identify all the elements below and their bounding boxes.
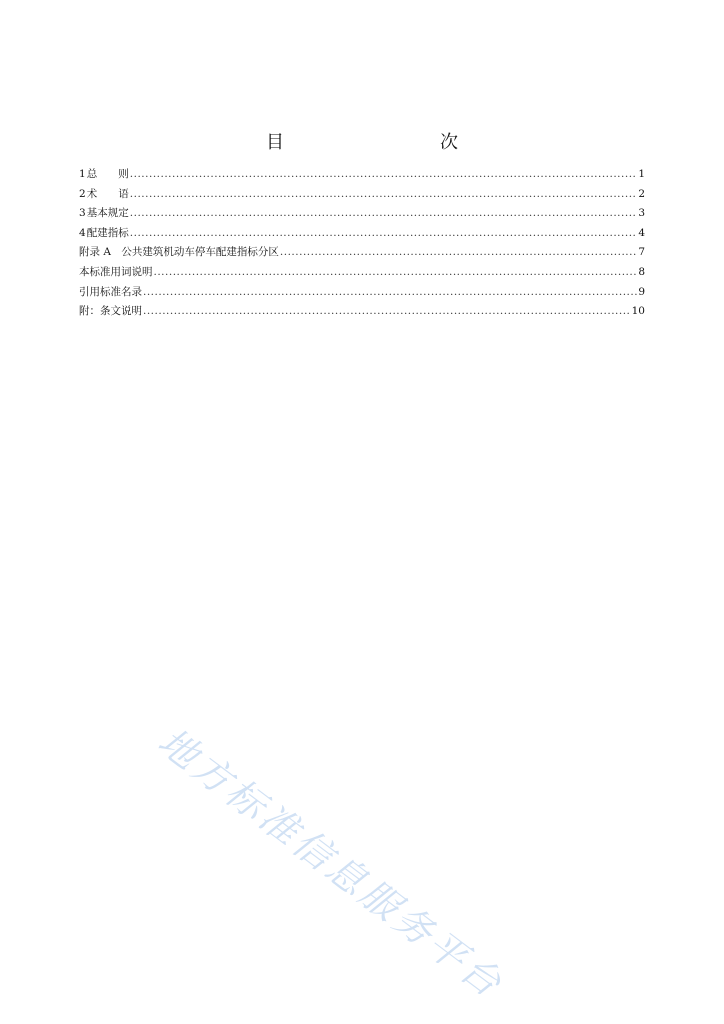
toc-entry-clause-explanation[interactable] (79, 302, 645, 322)
toc-entry-wording-explanation[interactable] (79, 263, 645, 283)
toc-entry-page: 8 (638, 265, 645, 278)
toc-entry-page: 3 (638, 207, 645, 220)
toc-entry-referenced-standards[interactable] (79, 283, 645, 303)
dot-leader (130, 204, 638, 224)
toc-entry-allocation-indicators[interactable] (79, 224, 645, 244)
dot-leader (280, 243, 637, 263)
toc-entry-basic-requirements[interactable] (79, 204, 645, 224)
toc-entry-appendix-a[interactable] (79, 243, 645, 263)
dot-leader (143, 302, 631, 322)
toc-entry-label: 术 语 (86, 187, 129, 200)
dot-leader (130, 165, 638, 185)
toc-entry-page: 4 (638, 226, 645, 239)
toc-entry-label: 本标准用词说明 (79, 265, 153, 278)
toc-entry-page: 2 (638, 187, 645, 200)
toc-entry-label: 附录 A 公共建筑机动车停车配建指标分区 (79, 246, 279, 259)
toc-entry-label: 总 则 (86, 168, 129, 180)
toc-entry-label: 附：条文说明 (79, 305, 142, 318)
toc-entry-label: 配建指标 (86, 226, 129, 239)
watermark-text: 地方标准信息服务平台 (150, 719, 513, 1008)
toc-entry-general-provisions[interactable] (79, 165, 645, 185)
toc-entry-page: 10 (631, 305, 645, 318)
toc-entry-number: 1 (79, 168, 86, 180)
toc-entry-terms[interactable] (79, 185, 645, 205)
toc-entry-number: 3 (79, 207, 86, 220)
toc-entry-label: 基本规定 (86, 207, 129, 220)
toc-entry-number: 4 (79, 226, 86, 239)
dot-leader (154, 263, 638, 283)
dot-leader (130, 224, 638, 244)
toc-entry-page: 7 (638, 246, 645, 259)
dot-leader (130, 185, 638, 205)
toc-entry-page: 1 (638, 168, 645, 180)
page-title: 目 次 (266, 132, 498, 153)
toc-entry-label: 引用标准名录 (79, 285, 142, 298)
toc-entry-page: 9 (638, 285, 645, 298)
table-of-contents (79, 165, 645, 322)
toc-entry-number: 2 (79, 187, 86, 200)
dot-leader (143, 283, 637, 303)
